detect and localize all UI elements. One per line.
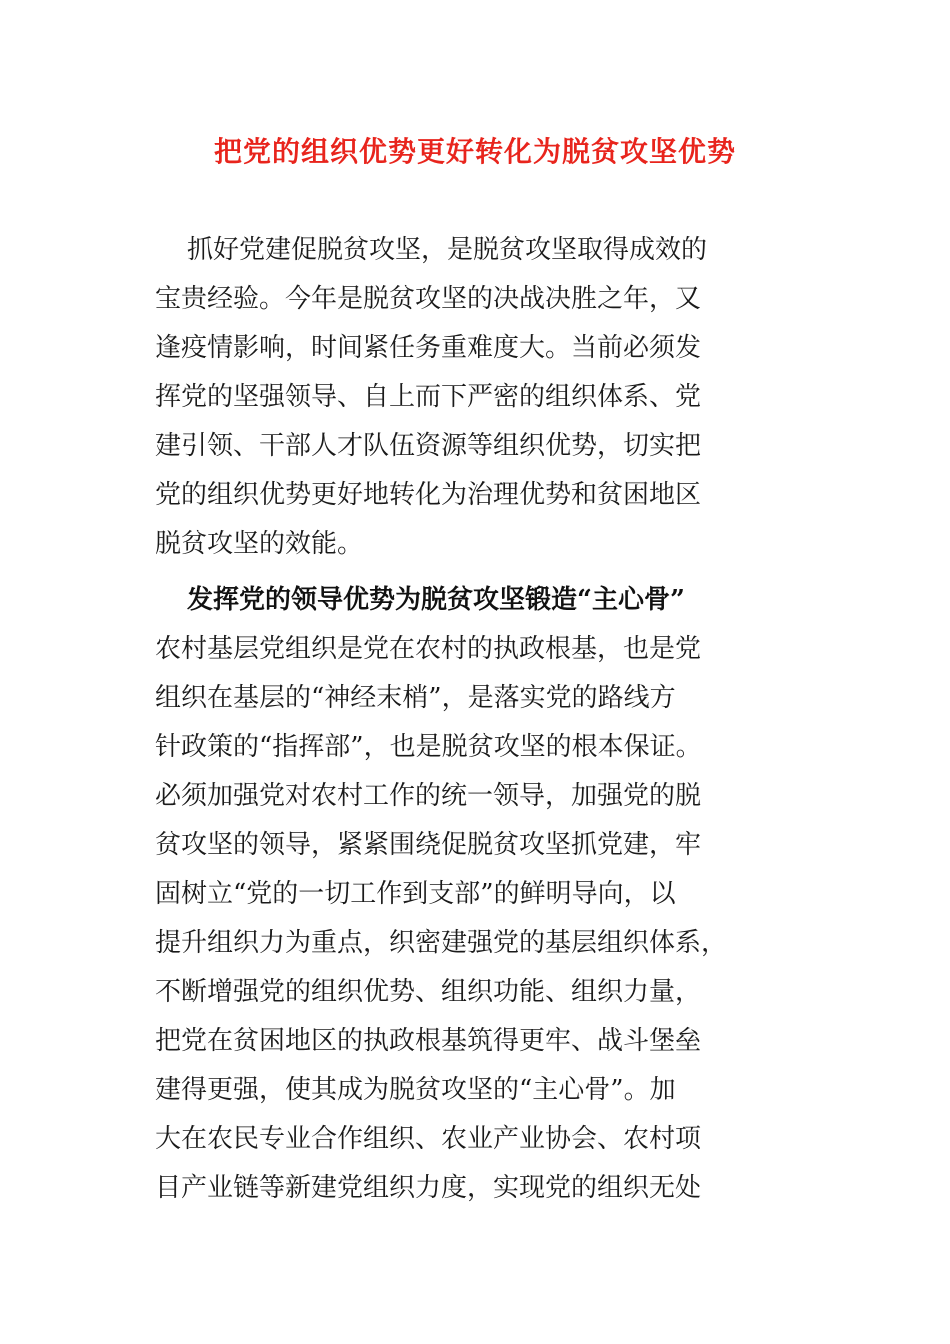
intro-paragraph — [155, 226, 805, 569]
paragraph-line: 把党在贫困地区的执政根基筑得更牢、战斗堡垒 — [155, 1026, 702, 1056]
paragraph-line: 党的组织优势更好地转化为治理优势和贫困地区 — [155, 480, 702, 510]
paragraph-line: 贫攻坚的领导，紧紧围绕促脱贫攻坚抓党建，牢 — [155, 830, 702, 860]
paragraph-line: 必须加强党对农村工作的统一领导，加强党的脱 — [155, 781, 702, 811]
paragraph-line: 大在农民专业合作组织、农业产业协会、农村项 — [155, 1124, 702, 1154]
paragraph-line: 针政策的“指挥部”，也是脱贫攻坚的根本保证。 — [155, 732, 702, 762]
paragraph-line: 建得更强，使其成为脱贫攻坚的“主心骨”。加 — [155, 1075, 676, 1105]
paragraph-line: 固树立“党的一切工作到支部”的鲜明导向，以 — [155, 879, 676, 909]
section-heading: 发挥党的领导优势为脱贫攻坚锻造“主心骨” — [187, 585, 685, 615]
paragraph-line: 逢疫情影响，时间紧任务重难度大。当前必须发 — [155, 333, 702, 363]
paragraph-line: 不断增强党的组织优势、组织功能、组织力量， — [155, 977, 702, 1007]
section-paragraph — [155, 576, 805, 1213]
paragraph-line: 提升组织力为重点，织密建强党的基层组织体系， — [155, 928, 728, 958]
paragraph-line: 宝贵经验。今年是脱贫攻坚的决战决胜之年，又 — [155, 284, 702, 314]
paragraph-line: 脱贫攻坚的效能。 — [155, 529, 364, 559]
paragraph-line: 建引领、干部人才队伍资源等组织优势，切实把 — [155, 431, 702, 461]
paragraph-line: 抓好党建促脱贫攻坚，是脱贫攻坚取得成效的 — [187, 235, 708, 265]
paragraph-line: 目产业链等新建党组织力度，实现党的组织无处 — [155, 1173, 702, 1203]
paragraph-line: 挥党的坚强领导、自上而下严密的组织体系、党 — [155, 382, 702, 412]
paragraph-line: 农村基层党组织是党在农村的执政根基，也是党 — [155, 634, 702, 664]
document-title: 把党的组织优势更好转化为脱贫攻坚优势 — [213, 135, 736, 168]
paragraph-line: 组织在基层的“神经末梢”，是落实党的路线方 — [155, 683, 676, 713]
